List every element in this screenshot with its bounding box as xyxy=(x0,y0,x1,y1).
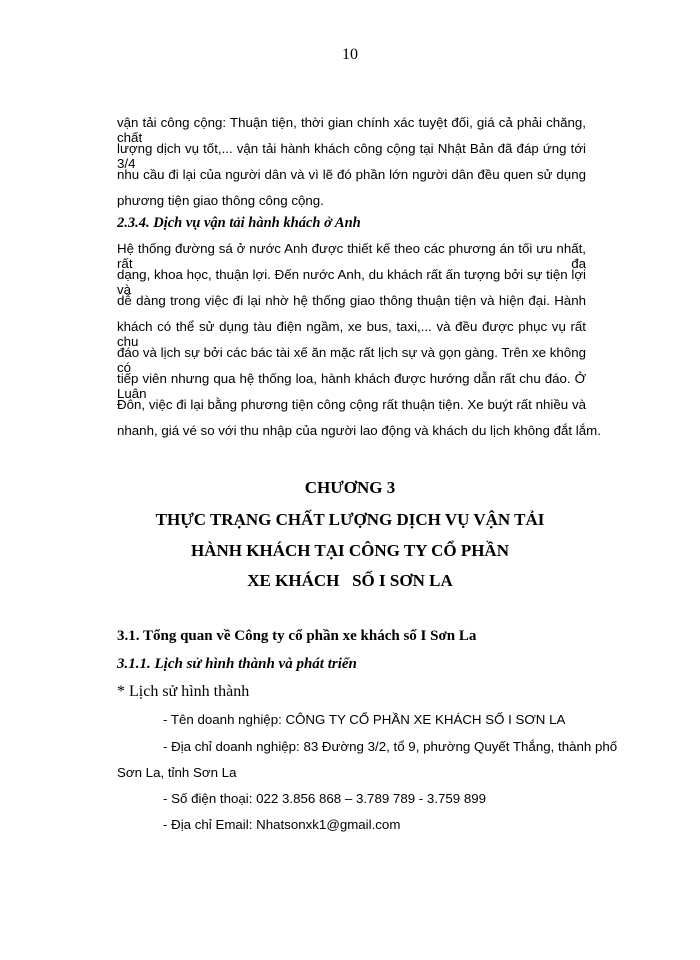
paragraph-line: phương tiện giao thông công cộng. xyxy=(117,193,324,208)
company-phone: - Số điện thoại: 022 3.856 868 – 3.789 789 - 3.759 899 xyxy=(163,791,487,806)
paragraph-line: dạng, khoa học, thuận lợi. Đến nước Anh, du khách rất ấn tượng bởi sự tiện lợi và xyxy=(117,267,586,297)
paragraph-line: nhu cầu đi lại của người dân và vì lẽ đó phần lớn người dân đều quen sử dụng xyxy=(117,167,586,182)
paragraph-line: lượng dịch vụ tốt,... vận tải hành khách công cộng tại Nhật Bản đã đáp ứng tới 3/4 xyxy=(117,141,586,171)
history-bullet: * Lịch sử hình thành xyxy=(117,683,250,700)
paragraph-line: khách có thể sử dụng tàu điện ngầm, xe bus, taxi,... và đều được phục vụ rất chu xyxy=(117,319,586,349)
paragraph-line: Hệ thống đường sá ở nước Anh được thiết kế theo các phương án tối ưu nhất, rất đa xyxy=(117,241,586,271)
chapter-label: CHƯƠNG 3 xyxy=(304,478,396,497)
paragraph-line: dễ dàng trong việc đi lại nhờ hệ thống giao thông thuận tiện và hiện đại. Hành xyxy=(117,293,586,308)
chapter-title-line: XE KHÁCH SỐ I SƠN LA xyxy=(247,571,453,590)
page-number: 10 xyxy=(342,46,358,63)
chapter-title-line: HÀNH KHÁCH TẠI CÔNG TY CỔ PHẦN xyxy=(191,541,509,560)
company-name: - Tên doanh nghiệp: CÔNG TY CỔ PHẦN XE KHÁCH SỐ I SƠN LA xyxy=(163,712,566,727)
paragraph-line: tiếp viên nhưng qua hệ thống loa, hành khách được hướng dẫn rất chu đáo. Ở Luân xyxy=(117,371,586,401)
section-3-1-heading: 3.1. Tổng quan về Công ty cổ phần xe khách số I Sơn La xyxy=(117,628,477,644)
company-address-cont: Sơn La, tỉnh Sơn La xyxy=(117,765,237,780)
paragraph-line: vận tải công cộng: Thuận tiện, thời gian chính xác tuyệt đối, giá cả phải chăng, chất xyxy=(117,115,586,145)
paragraph-line: Đôn, việc đi lại bằng phương tiện công cộng rất thuận tiện. Xe buýt rất nhiều và xyxy=(117,397,586,412)
subheading-2-3-4: 2.3.4. Dịch vụ vận tải hành khách ở Anh xyxy=(117,215,361,231)
paragraph-line: nhanh, giá vé so với thu nhập của người lao động và khách du lịch không đắt lắm. xyxy=(117,423,601,438)
company-address: - Địa chỉ doanh nghiệp: 83 Đường 3/2, tổ 9, phường Quyết Thắng, thành phố xyxy=(163,739,618,754)
company-email: - Địa chỉ Email: Nhatsonxk1@gmail.com xyxy=(163,817,401,832)
subsection-3-1-1-heading: 3.1.1. Lịch sử hình thành và phát triển xyxy=(117,656,357,672)
paragraph-line: đáo và lịch sự bởi các bác tài xế ăn mặc rất lịch sự và gọn gàng. Trên xe không có xyxy=(117,345,586,375)
chapter-title-line: THỰC TRẠNG CHẤT LƯỢNG DỊCH VỤ VẬN TẢI xyxy=(155,510,545,529)
